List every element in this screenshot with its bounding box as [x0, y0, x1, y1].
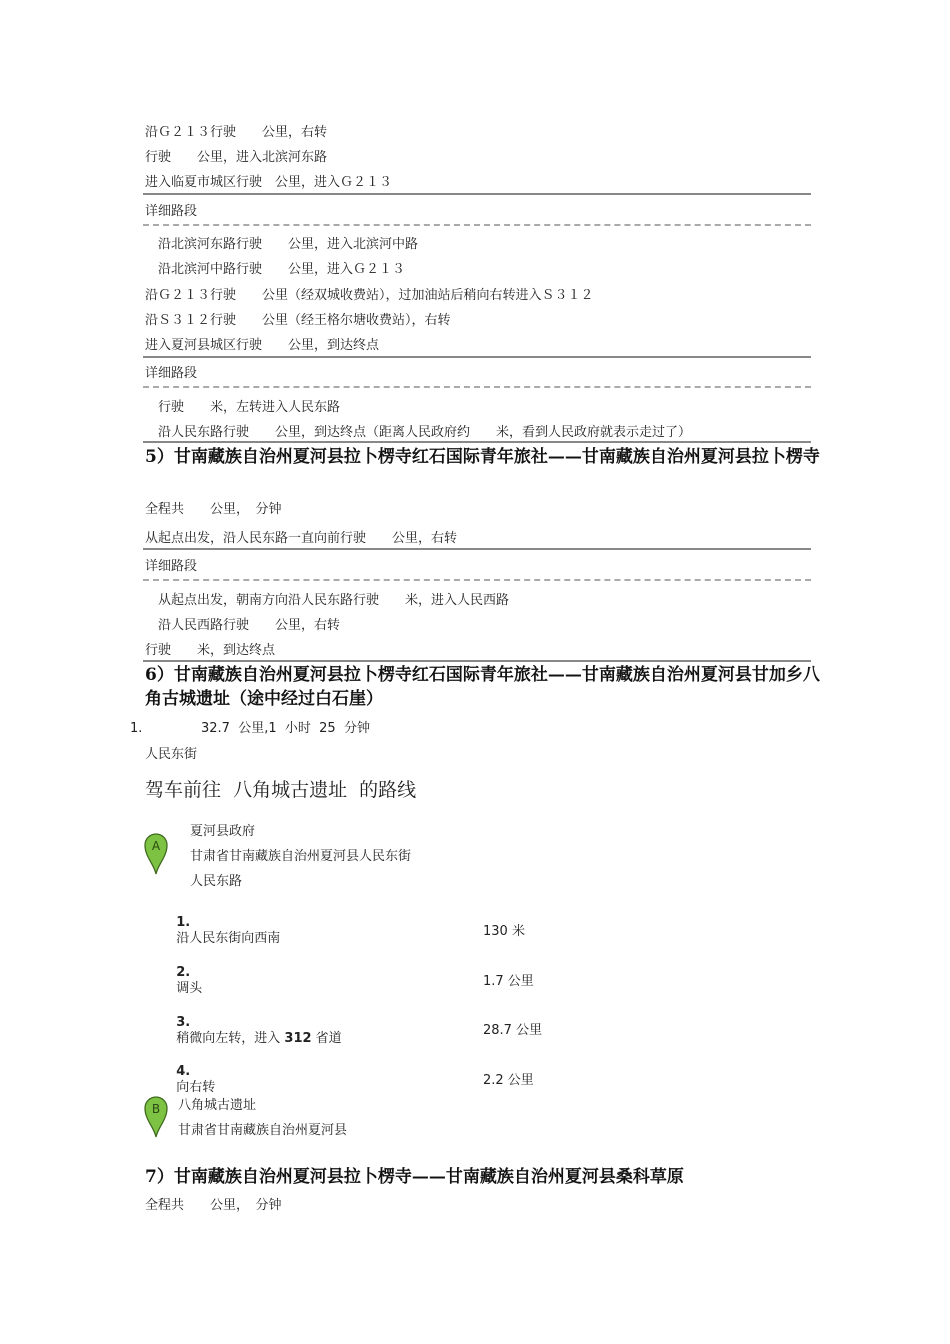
route-line: 从起点出发，朝南方向沿人民东路行驶 米，进入人民西路 — [158, 593, 510, 608]
step-distance: 28.7 公里 — [483, 1023, 543, 1038]
route-line: 沿Ｓ３１２行驶 公里（经王格尔塘收费站），右转 — [145, 313, 451, 328]
start-name: 夏河县政府 — [190, 824, 256, 839]
step-number: 1. — [176, 915, 191, 930]
section-heading: 7）甘南藏族自治州夏河县拉卜楞寺——甘南藏族自治州夏河县桑科草原 — [145, 1167, 684, 1187]
route-total: 全程共 公里， 分钟 — [145, 502, 282, 517]
step-distance: 130 米 — [483, 924, 525, 939]
detail-label: 详细路段 — [145, 366, 198, 381]
step-distance: 2.2 公里 — [483, 1073, 534, 1088]
route-summary: 32.7 公里,1 小时 25 分钟 — [201, 721, 370, 736]
route-line: 从起点出发，沿人民东路一直向前行驶 公里，右转 — [145, 531, 458, 546]
separator — [143, 224, 811, 226]
step-number: 4. — [176, 1064, 191, 1079]
direction-step — [168, 1048, 215, 1096]
separator — [143, 386, 811, 388]
separator — [143, 356, 811, 358]
route-title: 驾车前往 八角城古遗址 的路线 — [145, 779, 417, 801]
separator — [143, 548, 811, 550]
step-text: 向右转 — [176, 1080, 216, 1095]
separator — [143, 441, 811, 443]
route-line: 沿北滨河东路行驶 公里，进入北滨河中路 — [158, 237, 419, 252]
section-heading: 5）甘南藏族自治州夏河县拉卜楞寺红石国际青年旅社——甘南藏族自治州夏河县拉卜楞寺 — [145, 447, 820, 467]
map-marker-b-icon — [143, 1094, 169, 1138]
svg-text:B: B — [151, 1102, 161, 1116]
route-line: 行驶 公里，进入北滨河东路 — [145, 150, 328, 165]
road-number: 312 — [284, 1031, 312, 1046]
list-number: 1. — [130, 721, 143, 736]
direction-step — [168, 899, 280, 947]
route-total: 全程共 公里， 分钟 — [145, 1198, 282, 1213]
route-line: 进入夏河县城区行驶 公里，到达终点 — [145, 338, 380, 353]
route-line: 沿北滨河中路行驶 公里，进入Ｇ２１３ — [158, 262, 406, 277]
detail-label: 详细路段 — [145, 559, 198, 574]
route-line: 行驶 米，到达终点 — [145, 643, 276, 658]
route-line: 沿人民西路行驶 公里，右转 — [158, 618, 341, 633]
route-line: 沿人民东路行驶 公里，到达终点（距离人民政府约 米，看到人民政府就表示走过了） — [158, 425, 692, 440]
separator — [143, 579, 811, 581]
end-address: 甘肃省甘南藏族自治州夏河县 — [178, 1123, 348, 1138]
route-line: 沿Ｇ２１３行驶 公里（经双城收费站），过加油站后稍向右转进入Ｓ３１２ — [145, 288, 594, 303]
direction-step — [168, 949, 202, 997]
start-address: 甘肃省甘南藏族自治州夏河县人民东街 — [190, 849, 412, 864]
separator — [143, 660, 811, 662]
step-distance: 1.7 公里 — [483, 974, 534, 989]
section-heading: 6）甘南藏族自治州夏河县拉卜楞寺红石国际青年旅社——甘南藏族自治州夏河县甘加乡八角古城遗址（途中经过白石崖） — [145, 665, 820, 709]
route-line: 进入临夏市城区行驶 公里，进入Ｇ２１３ — [145, 175, 393, 190]
direction-step — [168, 999, 342, 1047]
step-text: 省道 — [311, 1031, 342, 1046]
map-marker-a-icon — [143, 831, 169, 875]
separator — [143, 193, 811, 195]
end-name: 八角城古遗址 — [178, 1098, 257, 1113]
step-text: 稍微向左转，进入 — [176, 1031, 285, 1046]
step-number: 2. — [176, 965, 191, 980]
step-number: 3. — [176, 1015, 191, 1030]
route-line: 行驶 米，左转进入人民东路 — [158, 400, 341, 415]
route-line: 沿Ｇ２１３行驶 公里，右转 — [145, 125, 328, 140]
road-name: 人民东街 — [145, 747, 198, 762]
step-text: 调头 — [176, 981, 203, 996]
svg-text:A: A — [151, 839, 161, 853]
step-text: 沿人民东街向西南 — [176, 931, 281, 946]
detail-label: 详细路段 — [145, 204, 198, 219]
start-road: 人民东路 — [190, 874, 243, 889]
